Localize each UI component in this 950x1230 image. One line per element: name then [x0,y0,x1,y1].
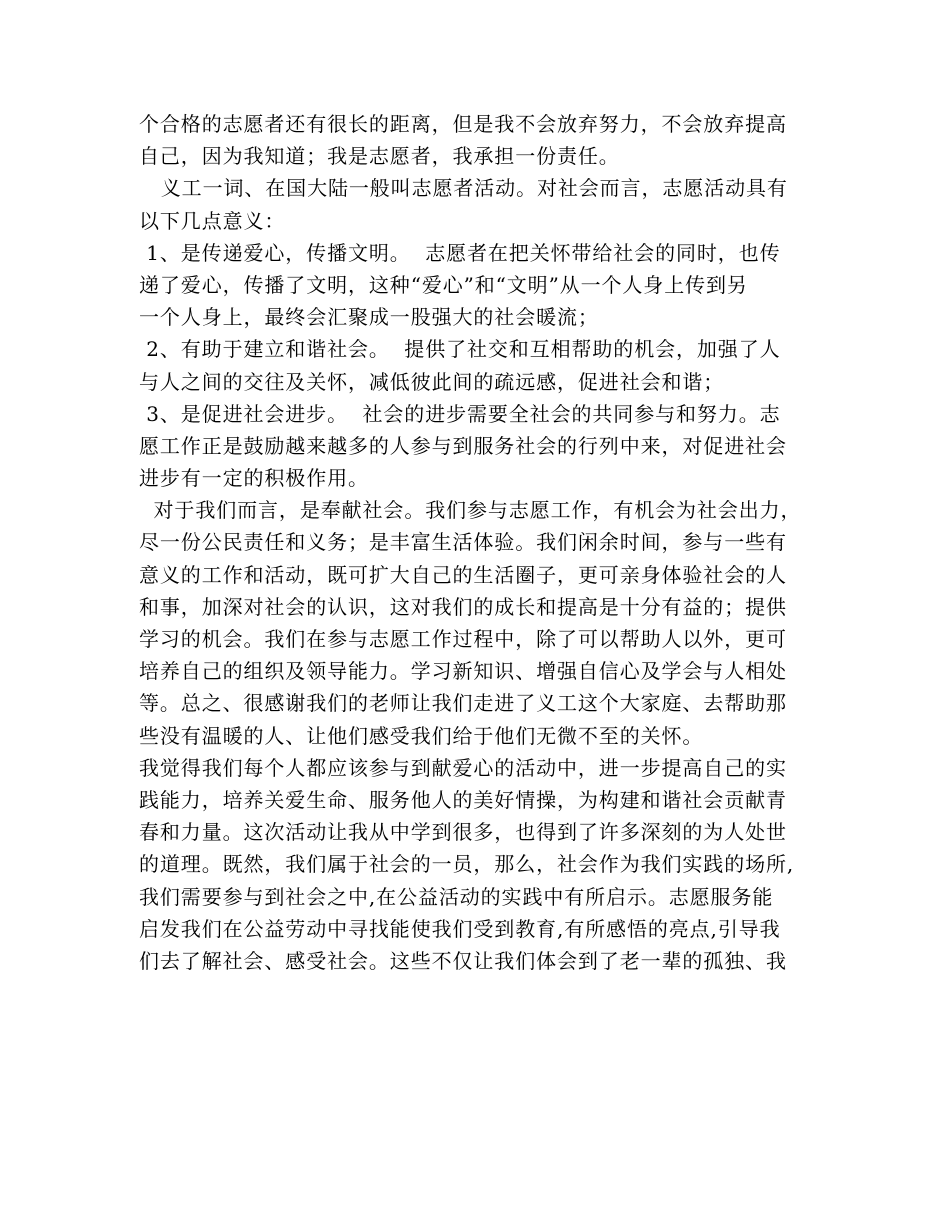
text-line: 春和力量。这次活动让我从中学到很多，也得到了许多深刻的为人处世 [139,820,787,845]
text-line: 我们需要参与到社会之中,在公益活动的实践中有所启示。志愿服务能 [139,884,774,909]
text-line: 等。总之、很感谢我们的老师让我们走进了义工这个大家庭、去帮助那 [139,691,787,716]
text-line: 培养自己的组织及领导能力。学习新知识、增强自信心及学会与人相处 [139,659,787,684]
text-line: 个合格的志愿者还有很长的距离，但是我不会放弃努力，不会放弃提高 [139,112,787,136]
text-line: 学习的机会。我们在参与志愿工作过程中，除了可以帮助人以外，更可 [139,627,787,651]
text-line: 愿工作正是鼓励越来越多的人参与到服务社会的行列中来，对促进社会 [139,433,787,458]
document-body-text [139,108,819,977]
text-line: 些没有温暖的人、让他们感受我们给于他们无微不至的关怀。 [139,723,704,748]
text-line: 与人之间的交往及关怀，减低彼此间的疏远感，促进社会和谐； [139,369,725,394]
text-line: 自己，因为我知道；我是志愿者，我承担一份责任。 [139,144,620,169]
text-line: 进步有一定的积极作用。 [139,466,369,491]
text-line: 递了爱心，传播了文明，这种“爱心”和“文明”从一个人身上传到另 [139,272,748,297]
text-line: 意义的工作和活动，既可扩大自己的生活圈子，更可亲身体验社会的人 [139,562,787,587]
text-line: 尽一份公民责任和义务；是丰富生活体验。我们闲余时间，参与一些有 [139,530,787,555]
text-line: 对于我们而言，是奉献社会。我们参与志愿工作，有机会为社会出力， [139,498,802,523]
text-line: 一个人身上，最终会汇聚成一股强大的社会暖流； [139,305,599,330]
text-line: 我觉得我们每个人都应该参与到献爱心的活动中，进一步提高自己的实 [139,755,787,780]
text-line: 启发我们在公益劳动中寻找能使我们受到教育,有所感悟的亮点,引导我 [139,916,781,941]
text-line: 3、是促进社会进步。 社会的进步需要全社会的共同参与和努力。志 [139,401,781,426]
text-line: 践能力，培养关爱生命、服务他人的美好情操，为构建和谐社会贡献青 [139,787,787,812]
text-line: 以下几点意义： [139,208,286,233]
text-line: 们去了解社会、感受社会。这些不仅让我们体会到了老一辈的孤独、我 [139,948,787,973]
text-line: 的道理。既然，我们属于社会的一员，那么，社会作为我们实践的场所, [139,852,795,877]
text-line: 义工一词、在国大陆一般叫志愿者活动。对社会而言，志愿活动具有 [139,176,788,201]
text-line: 2、有助于建立和谐社会。 提供了社交和互相帮助的机会，加强了人 [139,337,781,362]
text-line: 1、是传递爱心，传播文明。 志愿者在把关怀带给社会的同时，也传 [139,240,781,265]
text-line: 和事，加深对社会的认识，这对我们的成长和提高是十分有益的；提供 [139,594,787,619]
